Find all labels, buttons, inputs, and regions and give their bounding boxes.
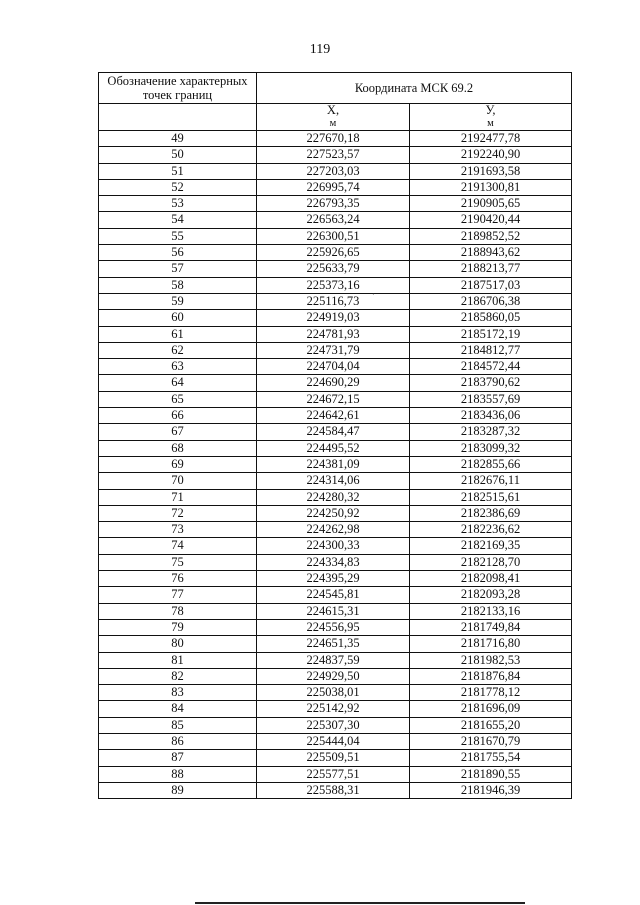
x-coordinate-cell: 226300,51 <box>257 228 410 244</box>
point-number-cell: 79 <box>99 619 257 635</box>
x-coordinate-cell: 224545,81 <box>257 587 410 603</box>
x-coordinate-cell: 227523,57 <box>257 147 410 163</box>
table-row <box>99 489 572 505</box>
point-number-cell: 58 <box>99 277 257 293</box>
table-row <box>99 522 572 538</box>
x-coordinate-cell: 225926,65 <box>257 245 410 261</box>
table-row <box>99 571 572 587</box>
y-coordinate-cell: 2182676,11 <box>410 473 572 489</box>
table-row <box>99 668 572 684</box>
y-coordinate-cell: 2181982,53 <box>410 652 572 668</box>
subheader-x-unit: м <box>329 118 337 129</box>
point-number-cell: 81 <box>99 652 257 668</box>
table-row <box>99 652 572 668</box>
x-coordinate-cell: 225116,73 <box>257 293 410 309</box>
x-coordinate-cell: 224690,29 <box>257 375 410 391</box>
y-coordinate-cell: 2184812,77 <box>410 342 572 358</box>
table-row <box>99 766 572 782</box>
header-coordinate-label: Координата МСК 69.2 <box>257 73 572 104</box>
table-row <box>99 147 572 163</box>
point-number-cell: 66 <box>99 408 257 424</box>
header-point-label: Обозначение характерных точек границ <box>99 73 257 104</box>
y-coordinate-cell: 2182098,41 <box>410 571 572 587</box>
y-coordinate-cell: 2190420,44 <box>410 212 572 228</box>
table-row <box>99 554 572 570</box>
x-coordinate-cell: 224300,33 <box>257 538 410 554</box>
subheader-y-label: У, <box>485 103 496 117</box>
y-coordinate-cell: 2191300,81 <box>410 179 572 195</box>
point-number-cell: 56 <box>99 245 257 261</box>
table-row <box>99 179 572 195</box>
table-row <box>99 228 572 244</box>
point-number-cell: 61 <box>99 326 257 342</box>
x-coordinate-cell: 224642,61 <box>257 408 410 424</box>
y-coordinate-cell: 2181655,20 <box>410 717 572 733</box>
table-row <box>99 440 572 456</box>
table-row <box>99 131 572 147</box>
y-coordinate-cell: 2190905,65 <box>410 196 572 212</box>
x-coordinate-cell: 224280,32 <box>257 489 410 505</box>
point-number-cell: 72 <box>99 505 257 521</box>
x-coordinate-cell: 224262,98 <box>257 522 410 538</box>
table-row <box>99 196 572 212</box>
point-number-cell: 55 <box>99 228 257 244</box>
x-coordinate-cell: 226995,74 <box>257 179 410 195</box>
table-subheader-row <box>99 104 572 131</box>
table-row <box>99 245 572 261</box>
y-coordinate-cell: 2192240,90 <box>410 147 572 163</box>
point-number-cell: 83 <box>99 685 257 701</box>
table-row <box>99 391 572 407</box>
y-coordinate-cell: 2192477,78 <box>410 131 572 147</box>
y-coordinate-cell: 2182133,16 <box>410 603 572 619</box>
y-coordinate-cell: 2191693,58 <box>410 163 572 179</box>
y-coordinate-cell: 2181778,12 <box>410 685 572 701</box>
point-number-cell: 59 <box>99 293 257 309</box>
table-row <box>99 636 572 652</box>
subheader-x <box>257 104 410 131</box>
point-number-cell: 70 <box>99 473 257 489</box>
point-number-cell: 76 <box>99 571 257 587</box>
x-coordinate-cell: 224381,09 <box>257 456 410 472</box>
subheader-empty <box>99 104 257 131</box>
point-number-cell: 88 <box>99 766 257 782</box>
x-coordinate-cell: 226563,24 <box>257 212 410 228</box>
x-coordinate-cell: 224731,79 <box>257 342 410 358</box>
y-coordinate-cell: 2181749,84 <box>410 619 572 635</box>
table-row <box>99 685 572 701</box>
x-coordinate-cell: 224584,47 <box>257 424 410 440</box>
point-number-cell: 77 <box>99 587 257 603</box>
table-row <box>99 408 572 424</box>
scan-speck: · <box>372 290 375 299</box>
point-number-cell: 73 <box>99 522 257 538</box>
point-number-cell: 51 <box>99 163 257 179</box>
y-coordinate-cell: 2182515,61 <box>410 489 572 505</box>
x-coordinate-cell: 225633,79 <box>257 261 410 277</box>
point-number-cell: 74 <box>99 538 257 554</box>
point-number-cell: 85 <box>99 717 257 733</box>
point-number-cell: 53 <box>99 196 257 212</box>
y-coordinate-cell: 2182386,69 <box>410 505 572 521</box>
point-number-cell: 80 <box>99 636 257 652</box>
x-coordinate-cell: 224919,03 <box>257 310 410 326</box>
x-coordinate-cell: 224615,31 <box>257 603 410 619</box>
x-coordinate-cell: 224704,04 <box>257 359 410 375</box>
y-coordinate-cell: 2185172,19 <box>410 326 572 342</box>
x-coordinate-cell: 224314,06 <box>257 473 410 489</box>
point-number-cell: 65 <box>99 391 257 407</box>
subheader-y <box>410 104 572 131</box>
point-number-cell: 54 <box>99 212 257 228</box>
table-row <box>99 473 572 489</box>
x-coordinate-cell: 224334,83 <box>257 554 410 570</box>
point-number-cell: 69 <box>99 456 257 472</box>
x-coordinate-cell: 225509,51 <box>257 750 410 766</box>
y-coordinate-cell: 2182128,70 <box>410 554 572 570</box>
y-coordinate-cell: 2182093,28 <box>410 587 572 603</box>
y-coordinate-cell: 2183099,32 <box>410 440 572 456</box>
x-coordinate-cell: 225588,31 <box>257 782 410 798</box>
table-row <box>99 717 572 733</box>
table-row <box>99 424 572 440</box>
x-coordinate-cell: 224250,92 <box>257 505 410 521</box>
table-row <box>99 603 572 619</box>
point-number-cell: 50 <box>99 147 257 163</box>
y-coordinate-cell: 2182855,66 <box>410 456 572 472</box>
y-coordinate-cell: 2188213,77 <box>410 261 572 277</box>
point-number-cell: 64 <box>99 375 257 391</box>
y-coordinate-cell: 2183287,32 <box>410 424 572 440</box>
table-row <box>99 733 572 749</box>
table-row <box>99 587 572 603</box>
x-coordinate-cell: 224929,50 <box>257 668 410 684</box>
x-coordinate-cell: 224556,95 <box>257 619 410 635</box>
table-header-row <box>99 73 572 104</box>
x-coordinate-cell: 224651,35 <box>257 636 410 652</box>
table-row <box>99 359 572 375</box>
y-coordinate-cell: 2186706,38 <box>410 293 572 309</box>
x-coordinate-cell: 226793,35 <box>257 196 410 212</box>
point-number-cell: 60 <box>99 310 257 326</box>
y-coordinate-cell: 2181670,79 <box>410 733 572 749</box>
subheader-x-label: X, <box>326 103 340 117</box>
x-coordinate-cell: 225038,01 <box>257 685 410 701</box>
point-number-cell: 57 <box>99 261 257 277</box>
table-row <box>99 456 572 472</box>
table-row <box>99 750 572 766</box>
x-coordinate-cell: 224495,52 <box>257 440 410 456</box>
y-coordinate-cell: 2181876,84 <box>410 668 572 684</box>
table-row <box>99 326 572 342</box>
point-number-cell: 49 <box>99 131 257 147</box>
point-number-cell: 67 <box>99 424 257 440</box>
table-row <box>99 619 572 635</box>
coordinates-table <box>98 72 572 799</box>
table-row <box>99 163 572 179</box>
table-row <box>99 277 572 293</box>
table-row <box>99 782 572 798</box>
subheader-y-unit: м <box>487 118 494 129</box>
point-number-cell: 71 <box>99 489 257 505</box>
scan-bottom-edge <box>195 902 525 904</box>
y-coordinate-cell: 2182236,62 <box>410 522 572 538</box>
point-number-cell: 52 <box>99 179 257 195</box>
point-number-cell: 78 <box>99 603 257 619</box>
y-coordinate-cell: 2181755,54 <box>410 750 572 766</box>
table-row <box>99 310 572 326</box>
y-coordinate-cell: 2181946,39 <box>410 782 572 798</box>
table-row <box>99 538 572 554</box>
x-coordinate-cell: 224395,29 <box>257 571 410 587</box>
x-coordinate-cell: 227670,18 <box>257 131 410 147</box>
point-number-cell: 63 <box>99 359 257 375</box>
y-coordinate-cell: 2181716,80 <box>410 636 572 652</box>
table-row <box>99 293 572 309</box>
point-number-cell: 89 <box>99 782 257 798</box>
y-coordinate-cell: 2188943,62 <box>410 245 572 261</box>
point-number-cell: 82 <box>99 668 257 684</box>
y-coordinate-cell: 2183790,62 <box>410 375 572 391</box>
table-row <box>99 261 572 277</box>
x-coordinate-cell: 225142,92 <box>257 701 410 717</box>
y-coordinate-cell: 2181696,09 <box>410 701 572 717</box>
point-number-cell: 84 <box>99 701 257 717</box>
point-number-cell: 87 <box>99 750 257 766</box>
x-coordinate-cell: 224837,59 <box>257 652 410 668</box>
x-coordinate-cell: 225577,51 <box>257 766 410 782</box>
y-coordinate-cell: 2184572,44 <box>410 359 572 375</box>
page-number: 119 <box>309 42 331 57</box>
point-number-cell: 68 <box>99 440 257 456</box>
y-coordinate-cell: 2187517,03 <box>410 277 572 293</box>
point-number-cell: 86 <box>99 733 257 749</box>
y-coordinate-cell: 2183557,69 <box>410 391 572 407</box>
point-number-cell: 75 <box>99 554 257 570</box>
y-coordinate-cell: 2185860,05 <box>410 310 572 326</box>
table-row <box>99 505 572 521</box>
x-coordinate-cell: 225307,30 <box>257 717 410 733</box>
table-row <box>99 212 572 228</box>
table-row <box>99 375 572 391</box>
table-row <box>99 701 572 717</box>
x-coordinate-cell: 224781,93 <box>257 326 410 342</box>
x-coordinate-cell: 224672,15 <box>257 391 410 407</box>
y-coordinate-cell: 2182169,35 <box>410 538 572 554</box>
point-number-cell: 62 <box>99 342 257 358</box>
table-row <box>99 342 572 358</box>
y-coordinate-cell: 2183436,06 <box>410 408 572 424</box>
x-coordinate-cell: 227203,03 <box>257 163 410 179</box>
y-coordinate-cell: 2189852,52 <box>410 228 572 244</box>
x-coordinate-cell: 225444,04 <box>257 733 410 749</box>
table-body <box>99 131 572 799</box>
y-coordinate-cell: 2181890,55 <box>410 766 572 782</box>
x-coordinate-cell: 225373,16 <box>257 277 410 293</box>
